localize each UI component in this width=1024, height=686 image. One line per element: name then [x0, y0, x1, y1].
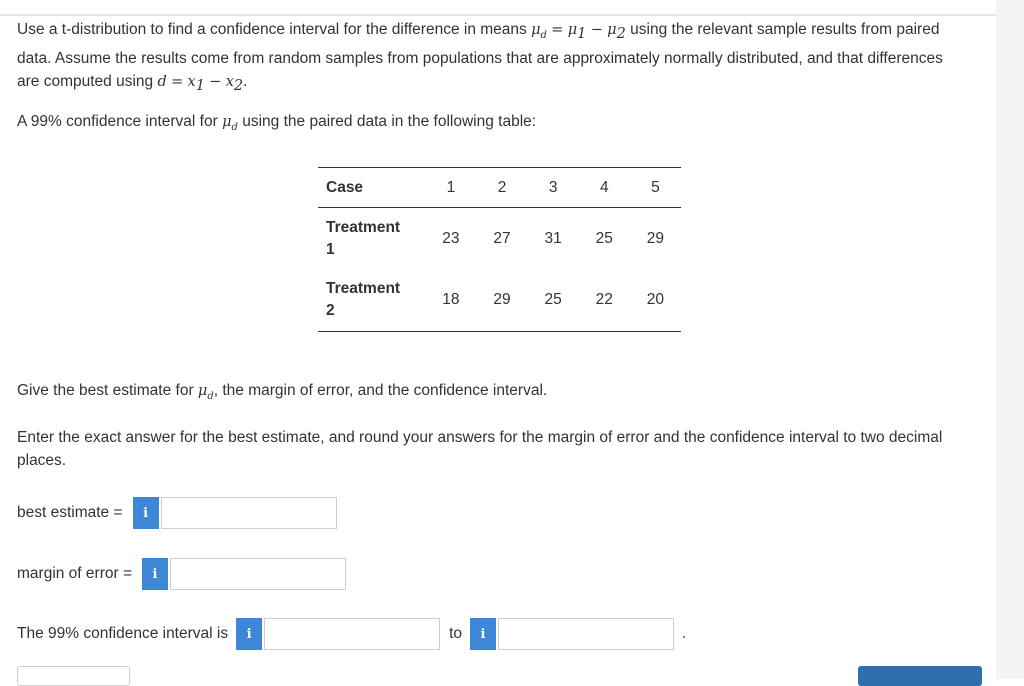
paired-data-table [318, 167, 681, 332]
margin-of-error-label: margin of error = [17, 565, 133, 582]
table-cell: 22 [595, 291, 613, 309]
case-number: 3 [548, 178, 558, 196]
table-cell: 23 [442, 229, 460, 247]
mu-d-symbol: $\mu_d$ [222, 114, 238, 133]
case-header: Case [326, 178, 364, 196]
info-icon[interactable]: i [470, 618, 496, 650]
best-estimate-input[interactable] [161, 497, 337, 529]
x2-symbol: $x_2$ [225, 73, 244, 94]
mu-d-symbol: $\mu_d$ [197, 383, 214, 402]
top-divider [0, 14, 996, 16]
table-row [318, 270, 681, 332]
mu-1-symbol: $\mu_1$ [567, 22, 587, 42]
table-cell: 25 [544, 291, 562, 309]
best-estimate-row [17, 497, 337, 529]
best-estimate-label: best estimate = [17, 504, 123, 521]
intro-paragraph: Use a t-distribution to find a confidence interval for the difference in means $\mu_d = \mu_1 - \mu_2$ using the relevant sample results from paired data. Assume the results come from random samples from populations that are approximately normally distributed, and that differences are computed using $d = x_1 - x_2$. [17, 21, 943, 94]
case-number: 1 [446, 178, 456, 196]
table-cell: 29 [646, 229, 665, 247]
prompt-text: A 99% confidence interval for $\mu_d$ using the paired data in the following table: [17, 113, 537, 133]
mu-d-symbol: $\mu_d$ [531, 22, 547, 41]
case-number: 5 [651, 178, 660, 196]
row-label-treatment-1: Treatment 1 [326, 218, 401, 258]
info-icon[interactable]: i [142, 558, 168, 590]
x1-symbol: $x_1$ [187, 73, 205, 94]
ci-end-period: . [682, 625, 687, 642]
to-label: to [449, 625, 463, 642]
table-cell: 20 [646, 291, 665, 309]
table-cell: 25 [595, 229, 613, 247]
table-cell: 29 [493, 291, 511, 309]
secondary-action-button[interactable] [17, 666, 130, 686]
ci-upper-input[interactable] [498, 618, 674, 650]
table-header-row [318, 168, 681, 208]
table-cell: 27 [493, 229, 511, 247]
scroll-gutter [996, 0, 1024, 679]
submit-button[interactable] [858, 666, 982, 686]
table-row [318, 208, 681, 270]
row-label-treatment-2: Treatment 2 [326, 280, 401, 320]
table-cell: 18 [442, 291, 460, 309]
info-icon[interactable]: i [236, 618, 262, 650]
ci-lower-input[interactable] [264, 618, 440, 650]
mu-2-symbol: $\mu_2$ [607, 22, 626, 42]
margin-of-error-row [17, 558, 346, 590]
table-cell: 31 [544, 229, 562, 247]
confidence-interval-row [17, 618, 686, 650]
margin-of-error-input[interactable] [170, 558, 346, 590]
rounding-instructions: Enter the exact answer for the best estimate, and round your answers for the margin of error and the confidence interval to two decimal places. [17, 429, 943, 469]
info-icon[interactable]: i [133, 497, 159, 529]
case-number: 4 [599, 178, 609, 196]
confidence-interval-label: The 99% confidence interval is [17, 625, 229, 642]
give-estimate-text: Give the best estimate for $\mu_d$, the margin of error, and the confidence interval. [17, 382, 548, 402]
case-number: 2 [497, 178, 507, 196]
